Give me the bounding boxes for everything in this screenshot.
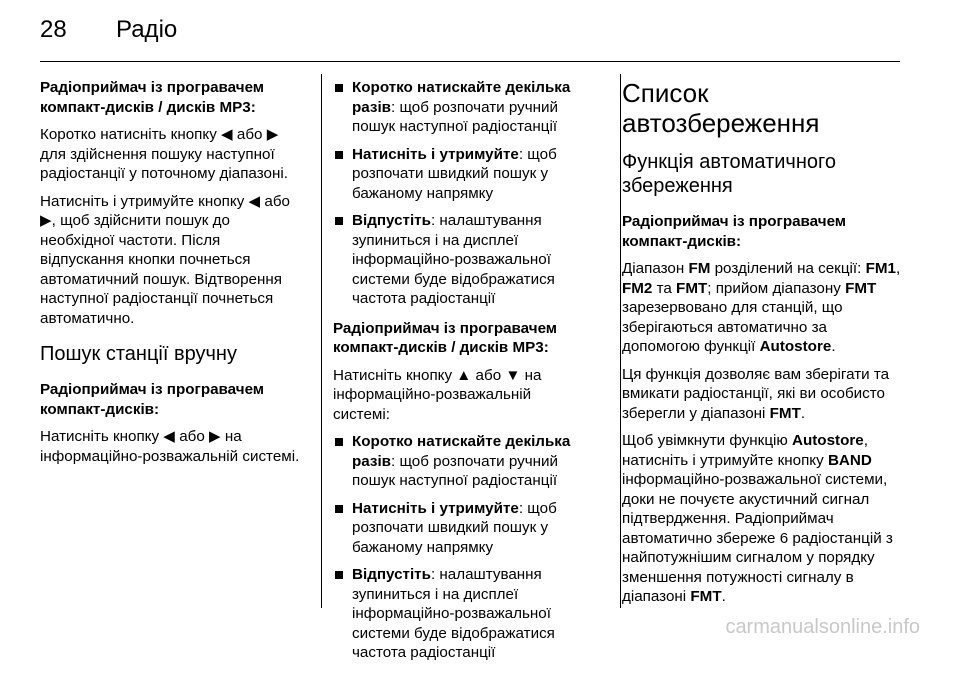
column-1 — [40, 78, 308, 474]
col2-subheading: Радіоприймач із програвачем компакт-дисків / дисків MP3: — [333, 319, 558, 356]
column-divider-2 — [620, 74, 621, 608]
bullet-square-icon — [335, 505, 343, 513]
manual-search-heading: Пошук станції вручну — [40, 343, 237, 365]
col3-paragraph-3: Щоб увімкнути функцію Autostore, натисніть і утримуйте кнопку BAND інформаційно-розважальної системи, доки не почуєте акустичний сигнал підтвердження. Радіоприймач автоматично збереже 6 радіостанцій з найпотужнішим сигналом у порядку зменшення потужності сигналу в діапазоні FMT. — [622, 432, 893, 605]
header-divider — [40, 61, 900, 62]
col2-list-2 — [333, 432, 585, 663]
list-item: Натисніть і утримуйте: щоб розпочати швидкий пошук у бажаному напрямку — [333, 145, 585, 204]
col1-subheading-cd: Радіоприймач із програвачем компакт-дисків: — [40, 381, 265, 418]
col3-paragraph-2: Ця функція дозволяє вам зберігати та вмикати радіостанції, які ви особисто зберегли у діапазоні FMT. — [622, 365, 890, 422]
col1-paragraph-2: Натисніть і утримуйте кнопку ◀ або ▶, щоб здійснити пошук до необхідної частоти. Після відпускання кнопки почнеться автоматичний пошук. Відтворення наступної радіостанції почнеться автоматично. — [40, 192, 291, 327]
col1-paragraph-1: Коротко натисніть кнопку ◀ або ▶ для здійснення пошуку наступної радіостанції у поточному діапазоні. — [40, 126, 288, 182]
page-number: 28 — [40, 16, 67, 43]
autostore-function-heading: Функція автоматичного збереження — [622, 151, 836, 197]
col2-list-1 — [333, 78, 585, 309]
list-item: Відпустіть: налаштування зупиниться і на дисплеї інформаційно-розважальної системи буде відображатися частота радіостанції — [333, 211, 585, 309]
bullet-square-icon — [335, 151, 343, 159]
column-2 — [333, 78, 585, 673]
section-title: Радіо — [116, 16, 178, 43]
column-divider-1 — [321, 74, 322, 608]
list-item: Коротко натискайте декілька разів: щоб розпочати ручний пошук наступної радіостанції — [333, 432, 585, 491]
column-3 — [622, 78, 902, 615]
col3-paragraph-1: Діапазон FM розділений на секції: FM1, FM2 та FMT; прийом діапазону FMT зарезервовано для станцій, що зберігаються автоматично за допомогою функції Autostore. — [622, 260, 901, 355]
col2-paragraph: Натисніть кнопку ▲ або ▼ на інформаційно-розважальній системі: — [333, 366, 542, 423]
col3-subheading: Радіоприймач із програвачем компакт-дисків: — [622, 213, 847, 250]
bullet-square-icon — [335, 571, 343, 579]
autostore-list-heading: Список автозбереження — [622, 78, 820, 138]
watermark: carmanualsonline.info — [725, 616, 920, 638]
bullet-square-icon — [335, 84, 343, 92]
col1-subheading-cd-mp3: Радіоприймач із програвачем компакт-дисків / дисків MP3: — [40, 79, 265, 116]
list-item: Відпустіть: налаштування зупиниться і на дисплеї інформаційно-розважальної системи буде відображатися частота радіостанції — [333, 565, 585, 663]
page-header — [40, 14, 920, 54]
col1-paragraph-3: Натисніть кнопку ◀ або ▶ на інформаційно-розважальній системі. — [40, 428, 300, 465]
bullet-square-icon — [335, 438, 343, 446]
list-item: Натисніть і утримуйте: щоб розпочати швидкий пошук у бажаному напрямку — [333, 499, 585, 558]
list-item: Коротко натискайте декілька разів: щоб розпочати ручний пошук наступної радіостанції — [333, 78, 585, 137]
bullet-square-icon — [335, 217, 343, 225]
